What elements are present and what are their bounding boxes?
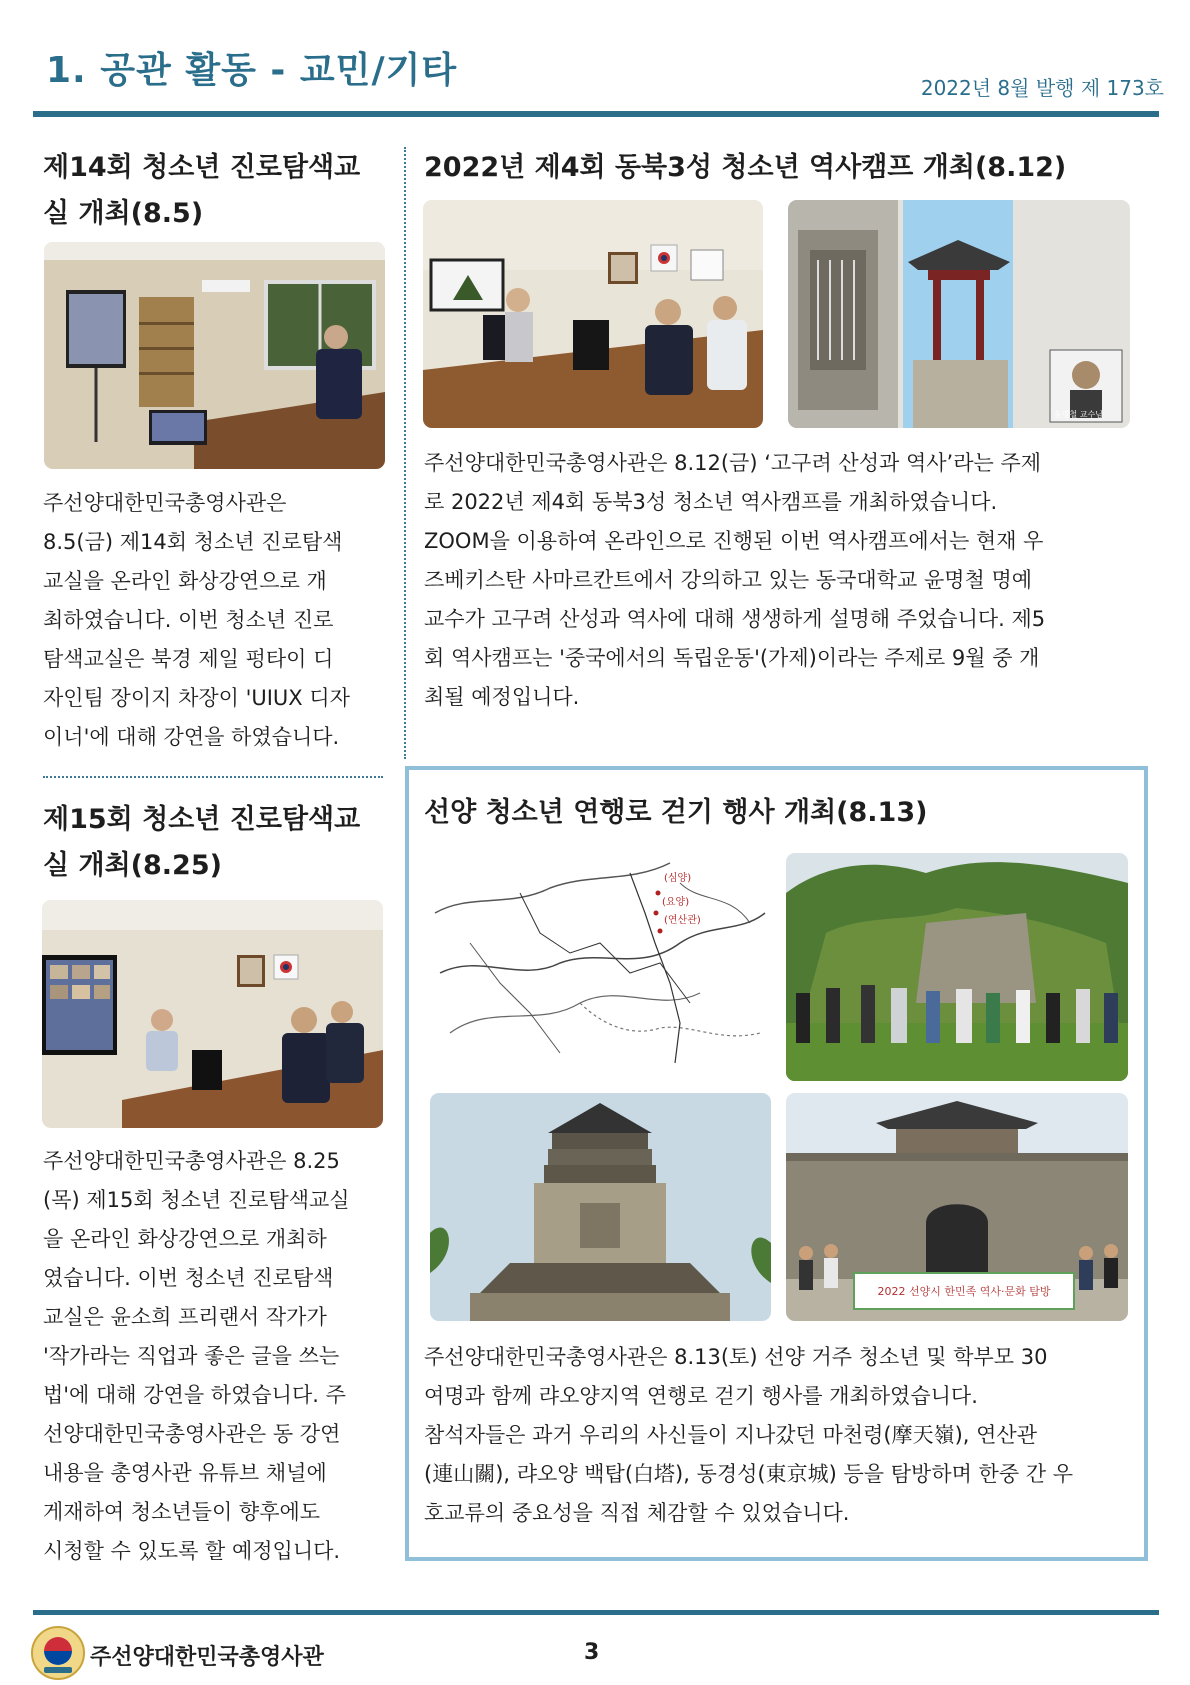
mountain-group-photo — [786, 853, 1128, 1081]
career-class-15-heading: 제15회 청소년 진로탐색교 실 개최(8.25) — [43, 804, 361, 881]
issue-info: 2022년 8월 발행 제 173호 — [920, 76, 1164, 100]
white-pagoda-photo — [430, 1093, 771, 1321]
column-divider — [404, 147, 406, 759]
header-rule — [33, 111, 1159, 117]
history-camp-heading: 2022년 제4회 동북3성 청소년 역사캠프 개최(8.12) — [424, 152, 1067, 183]
career-class-15-body: 주선양대한민국총영사관은 8.25 (목) 제15회 청소년 진로탐색교실 을 온라인 화상강연으로 개최하 였습니다. 이번 청소년 진로탐색 교실은 윤소희 프리랜서 작가가 '작가라는 직업과 좋은 글을 쓰는 법'에 대해 강연을 하였습니다. 주 선양대한민국총영사관은 동 강연 내용을 총영사관 유튜브 채널에 게재하여 청소년들이 향후에도 시청할 수 있도록 할 예정입니다. — [43, 1149, 350, 1563]
footer-org-name: 주선양대한민국총영사관 — [90, 1645, 324, 1670]
career-class-15-photo — [42, 900, 383, 1128]
career-class-14-heading: 제14회 청소년 진로탐색교 실 개최(8.5) — [43, 152, 361, 229]
walking-event-body: 주선양대한민국총영사관은 8.13(토) 선양 거주 청소년 및 학부모 30 여명과 함께 랴오양지역 연행로 걷기 행사를 개최하였습니다. 참석자들은 과거 우리의 사신들이 지나갔던 마천령(摩天嶺), 연산관 (連山關), 랴오양 백탑(白塔), 동경성(東京城) 등을 탐방하며 한중 간 우 호교류의 중요성을 직접 체감할 수 있었습니다. — [424, 1345, 1074, 1525]
map-label-liaoyang: (요양) — [662, 897, 690, 908]
page-number: 3 — [584, 1640, 600, 1665]
footer-rule — [33, 1610, 1159, 1615]
zoom-caption: 윤명철 교수님 — [1054, 410, 1103, 419]
walking-event-heading: 선양 청소년 연행로 걷기 행사 개최(8.13) — [424, 797, 928, 828]
history-camp-body: 주선양대한민국총영사관은 8.12(금) ‘고구려 산성과 역사’라는 주제 로 2022년 제4회 동북3성 청소년 역사캠프를 개최하였습니다. ZOOM을 이용하여 온라인으로 진행된 이번 역사캠프에서는 현재 우 즈베키스탄 사마르칸트에서 강의하고 있는 동국대학교 윤명철 명예 교수가 고구려 산성과 역사에 대해 생생하게 설명해 주었습니다. 제5 회 역사캠프는 '중국에서의 독립운동'(가제)이라는 주제로 9월 중 개 최될 예정입니다. — [424, 451, 1046, 709]
page-section-title: 1. 공관 활동 - 교민/기타 — [46, 50, 458, 91]
history-camp-zoom-photo — [788, 200, 1130, 428]
career-class-14-photo — [44, 242, 385, 469]
consulate-emblem-icon — [30, 1625, 86, 1681]
career-class-14-body: 주선양대한민국총영사관은 8.5(금) 제14회 청소년 진로탐색 교실을 온라인 화상강연으로 개 최하였습니다. 이번 청소년 진로 탐색교실은 북경 제일 펑타이 디 자인팀 장이지 차장이 'UIUX 디자 이너'에 대해 강연을 하였습니다. — [43, 491, 350, 749]
left-column-divider — [43, 776, 383, 778]
history-camp-meeting-photo — [423, 200, 763, 428]
map-label-yeonsangwan: (연산관) — [664, 915, 701, 926]
route-map-photo — [430, 853, 771, 1081]
map-label-shenyang: (심양) — [664, 873, 692, 884]
fortress-gate-photo — [786, 1093, 1128, 1321]
event-banner-text: 2022 선양시 한민족 역사·문화 탐방 — [877, 1285, 1051, 1298]
